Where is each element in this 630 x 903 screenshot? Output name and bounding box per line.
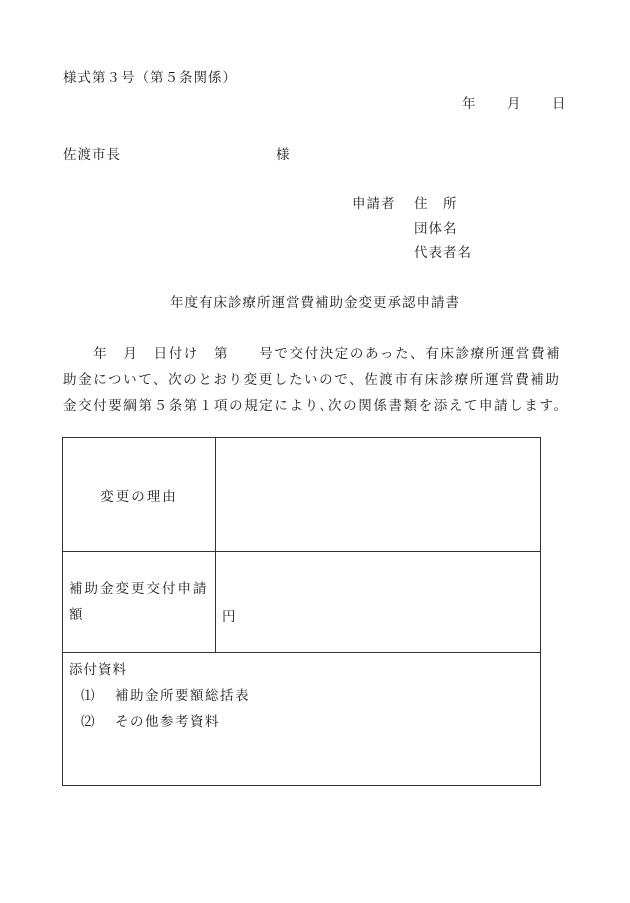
body-line: 助金について、次のとおり変更したいので、佐渡市有床診療所運営費補助 bbox=[63, 372, 561, 388]
reason-label: 変更の理由 bbox=[63, 438, 216, 552]
applicant-label: 申請者 bbox=[352, 196, 396, 212]
attachment-number: ⑵ bbox=[81, 714, 95, 730]
body-paragraph bbox=[63, 341, 575, 419]
amount-unit: 円 bbox=[222, 609, 236, 625]
applicant-address-label: 住 所 bbox=[414, 196, 458, 212]
amount-value bbox=[216, 552, 541, 653]
attachments-label: 添付資料 bbox=[69, 662, 127, 678]
attachment-text: その他参考資料 bbox=[115, 714, 220, 730]
applicant-block bbox=[352, 192, 472, 266]
honorific: 様 bbox=[276, 147, 290, 163]
attachment-text: 補助金所要額総括表 bbox=[115, 688, 250, 704]
document-title: 年度有床診療所運営費補助金変更承認申請書 bbox=[170, 295, 460, 311]
amount-label: 補助金変更交付申請額 bbox=[63, 552, 216, 653]
attachment-number: ⑴ bbox=[81, 688, 95, 704]
applicant-representative-label: 代表者名 bbox=[414, 245, 472, 261]
body-line: 年 月 日付け 第 号で交付決定のあった、有床診療所運営費補 bbox=[63, 346, 562, 362]
body-line: 金交付要綱第５条第１項の規定により､次の関係書類を添えて申請します。 bbox=[63, 398, 569, 414]
attachment-item bbox=[69, 709, 534, 735]
date-year: 年 bbox=[462, 96, 476, 112]
application-table bbox=[62, 437, 541, 786]
attachment-item bbox=[69, 683, 534, 709]
attachments-cell bbox=[63, 653, 541, 786]
date-month: 月 bbox=[507, 96, 521, 112]
reason-value bbox=[216, 438, 541, 552]
addressee: 佐渡市長 bbox=[63, 147, 121, 163]
form-number: 様式第３号（第５条関係） bbox=[63, 70, 237, 86]
date-day: 日 bbox=[552, 96, 566, 112]
applicant-organization-label: 団体名 bbox=[414, 220, 458, 237]
